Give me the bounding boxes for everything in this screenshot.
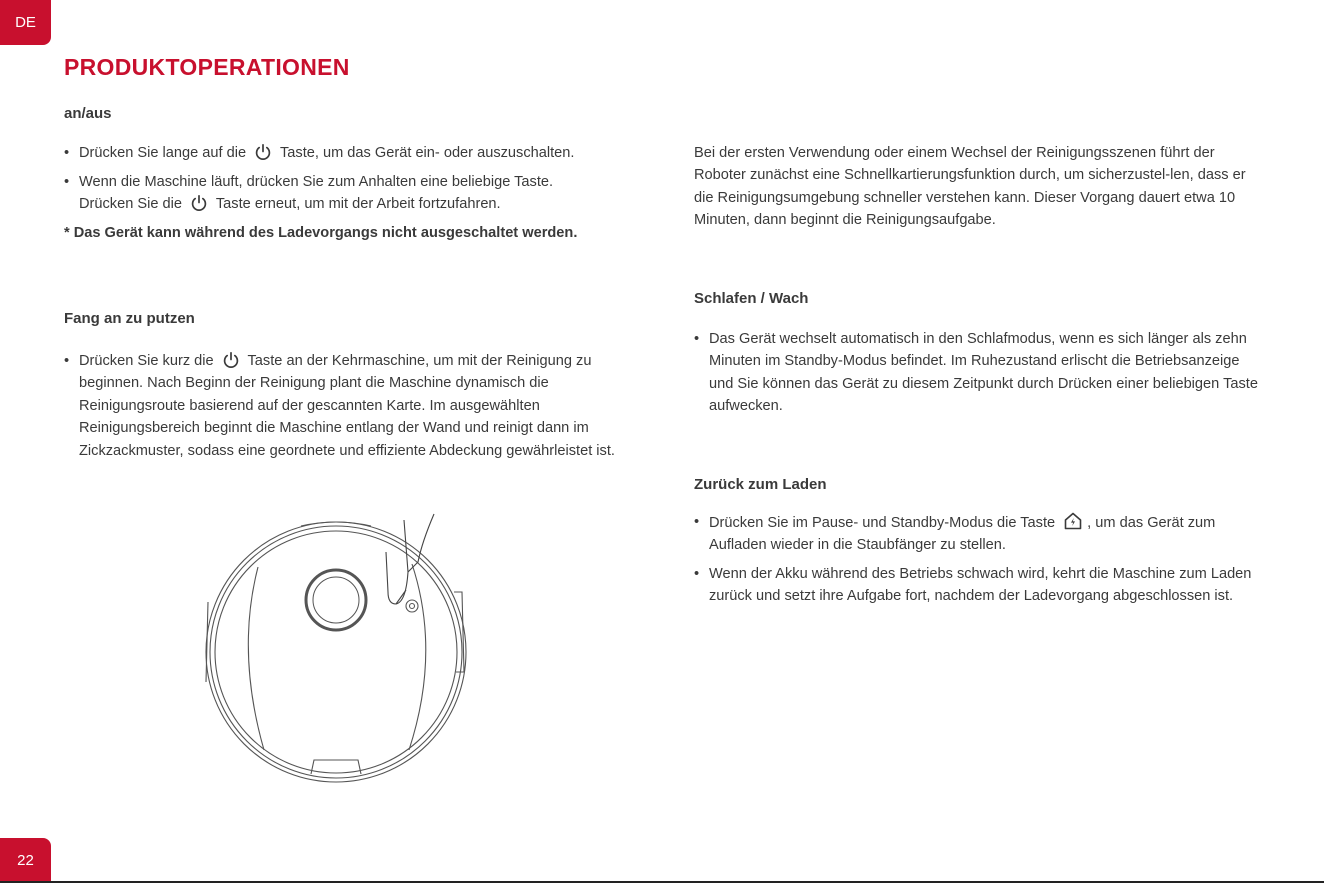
bullet-text: Drücken Sie im Pause- und Standby-Modus die Taste: [709, 515, 1056, 531]
bullet-charge-1: • Drücken Sie im Pause- und Standby-Modus die Taste , um das Gerät zum Aufladen wieder in die Staubfänger zu stellen.: [694, 511, 1264, 557]
bullet-start-1: • Drücken Sie kurz die Taste an der Kehrmaschine, um mit der Reinigung zu beginnen. Nach Beginn der Reinigung plant die Maschine dynamisch die Reinigungsroute basierend auf der gescannten Karte. Im ausgewählten Reinigungsbereich beginnt die Maschine entlang der Wand und reinigt dann im Zickzackmuster, sodass eine geordnete und effiziente Abdeckung gewährleistet ist.: [64, 353, 615, 459]
power-icon: [222, 351, 240, 369]
heading-sleep-wake: Schlafen / Wach: [694, 290, 809, 307]
heading-return-charge: Zurück zum Laden: [694, 476, 827, 493]
page-number-tab: [0, 838, 51, 883]
bullet-text: Das Gerät wechselt automatisch in den Schlafmodus, wenn es sich länger als zehn Minuten im Standby-Modus befindet. Im Ruhezustand erlischt die Betriebsanzeige und Sie können das Gerät zu diesem Zeitpunkt durch Drücken einer beliebigen Taste aufwecken.: [709, 331, 1258, 415]
bullet-text: Drücken Sie lange auf die: [79, 145, 247, 161]
robot-vacuum-illustration: [196, 512, 476, 792]
bullet-text: Drücken Sie kurz die: [79, 353, 214, 369]
heading-onoff: an/aus: [64, 105, 112, 122]
power-icon: [254, 143, 272, 161]
page-number: 22: [17, 852, 34, 869]
bullet-text: Wenn die Maschine läuft, drücken Sie zum Anhalten eine beliebige Taste.: [79, 174, 554, 190]
home-charge-icon: [1063, 511, 1083, 531]
bullet-text: Aufladen wieder in die Staubfänger zu stellen.: [709, 537, 1006, 554]
bullet-text: Taste an der Kehrmaschine, um mit der Reinigung: [247, 353, 572, 369]
bullet-text: zu beginnen. Nach Beginn der Reinigung plant die Maschine dynamisch die Reinigungsroute basierend auf der gescannten Karte. Im ausgewählten Reinigungsbereich beginnt die Maschine entlang der Wand und reinigt dann im Zickzackmuster, sodass eine geordnete und effiziente Abdeckung gewährleistet ist.: [79, 353, 615, 459]
page-title: PRODUKTOPERATIONEN: [64, 54, 350, 80]
bullet-text: Taste erneut, um mit der Arbeit fortzufahren.: [215, 196, 501, 213]
bullet-text: Taste, um das Gerät ein- oder auszuschalten.: [279, 145, 575, 161]
bullet-text: Wenn der Akku während des Betriebs schwach wird, kehrt die Maschine zum Laden zurück und setzt ihre Aufgabe fort, nachdem der Ladevorgang abgeschlossen ist.: [709, 566, 1252, 605]
intro-paragraph: Bei der ersten Verwendung oder einem Wechsel der Reinigungsszenen führt der Roboter zunächst eine Schnellkartierungsfunktion durch, um sicherzustel-len, dass er die Reinigungsumgebung schneller verstehen kann. Dieser Vorgang dauert etwa 10 Minuten, dann beginnt die Reinigungsaufgabe.: [694, 145, 1246, 229]
bullet-text: , um das Gerät zum: [1087, 515, 1216, 531]
bullet-charge-2: • Wenn der Akku während des Betriebs schwach wird, kehrt die Maschine zum Laden zurück und setzt ihre Aufgabe fort, nachdem der Ladevorgang abgeschlossen ist.: [694, 563, 1264, 608]
heading-start-cleaning: Fang an zu putzen: [64, 310, 195, 327]
bullet-onoff-2: • Wenn die Maschine läuft, drücken Sie zum Anhalten eine beliebige Taste. Drücken Sie die Taste erneut, um mit der Arbeit fortzufahren.: [64, 174, 554, 213]
language-tab: [0, 0, 51, 45]
power-icon: [190, 194, 208, 212]
bullet-sleep-1: • Das Gerät wechselt automatisch in den Schlafmodus, wenn es sich länger als zehn Minuten im Standby-Modus befindet. Im Ruhezustand erlischt die Betriebsanzeige und Sie können das Gerät zu diesem Zeitpunkt durch Drücken einer beliebigen Taste aufwecken.: [694, 328, 1264, 418]
bullet-onoff-1: • Drücken Sie lange auf die Taste, um das Gerät ein- oder auszuschalten.: [64, 145, 575, 161]
charging-note: * Das Gerät kann während des Ladevorgangs nicht ausgeschaltet werden.: [64, 225, 578, 241]
language-label: DE: [15, 14, 36, 31]
bullet-text: Drücken Sie die: [79, 196, 183, 213]
